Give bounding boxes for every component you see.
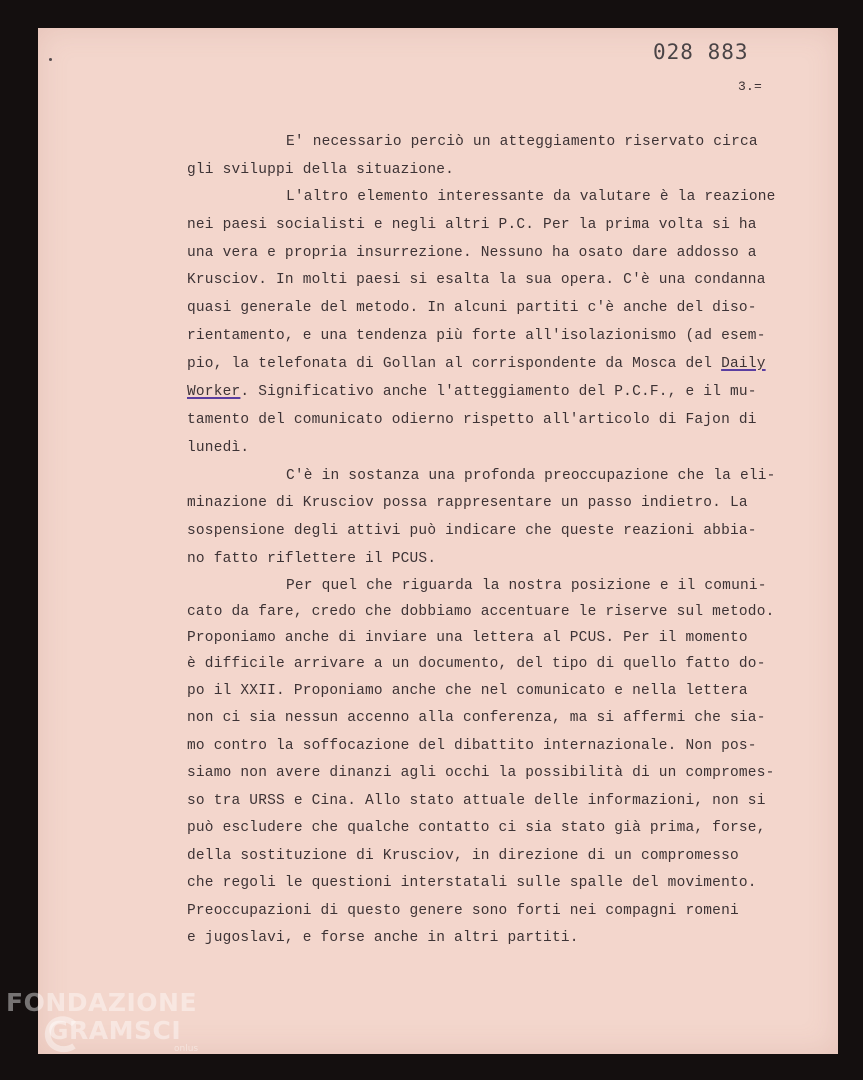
underlined-newspaper-title: Worker bbox=[187, 384, 241, 400]
text-line: gli sviluppi della situazione. bbox=[187, 162, 455, 178]
text-line: so tra URSS e Cina. Allo stato attuale delle informazioni, non si bbox=[187, 793, 766, 809]
text-segment: pio, la telefonata di Gollan al corrispondente da Mosca del bbox=[187, 356, 713, 372]
typewritten-page bbox=[38, 28, 838, 1054]
text-line: nei paesi socialisti e negli altri P.C. Per la prima volta si ha bbox=[187, 217, 757, 233]
watermark-line2: GRAMSCI bbox=[48, 1016, 182, 1045]
text-line: mo contro la soffocazione del dibattito internazionale. Non pos- bbox=[187, 738, 757, 754]
text-line: che regoli le questioni interstatali sulle spalle del movimento. bbox=[187, 875, 757, 891]
watermark-line3: onlus bbox=[174, 1044, 199, 1054]
text-line: non ci sia nessun accenno alla conferenza, ma si affermi che sia- bbox=[187, 710, 766, 726]
text-line: lunedì. bbox=[187, 440, 250, 456]
text-line: siamo non avere dinanzi agli occhi la possibilità di un compromes- bbox=[187, 765, 775, 781]
text-line bbox=[187, 356, 766, 372]
text-line: minazione di Krusciov possa rappresentare un passo indietro. La bbox=[187, 495, 748, 511]
text-line: Per quel che riguarda la nostra posizione e il comuni- bbox=[286, 578, 767, 594]
text-line: Preoccupazioni di questo genere sono forti nei compagni romeni bbox=[187, 903, 739, 919]
text-line bbox=[187, 384, 757, 400]
text-line: sospensione degli attivi può indicare che queste reazioni abbia- bbox=[187, 523, 757, 539]
fondazione-gramsci-watermark bbox=[6, 988, 236, 1068]
underlined-newspaper-title: Daily bbox=[721, 356, 766, 372]
text-line: rientamento, e una tendenza più forte all'isolazionismo (ad esem- bbox=[187, 328, 766, 344]
text-line: una vera e propria insurrezione. Nessuno ha osato dare addosso a bbox=[187, 245, 757, 261]
text-segment: . Significativo anche l'atteggiamento del P.C.F., e il mu- bbox=[240, 384, 757, 400]
text-line: tamento del comunicato odierno rispetto all'articolo di Fajon di bbox=[187, 412, 757, 428]
text-line: E' necessario perciò un atteggiamento riservato circa bbox=[286, 134, 758, 150]
text-line: è difficile arrivare a un documento, del tipo di quello fatto do- bbox=[187, 656, 766, 672]
text-line: quasi generale del metodo. In alcuni partiti c'è anche del diso- bbox=[187, 300, 757, 316]
text-line: e jugoslavi, e forse anche in altri partiti. bbox=[187, 930, 579, 946]
text-line: Proponiamo anche di inviare una lettera al PCUS. Per il momento bbox=[187, 630, 748, 646]
text-line: L'altro elemento interessante da valutare è la reazione bbox=[286, 189, 776, 205]
archive-number: 028 883 bbox=[653, 40, 749, 64]
page-number: 3.= bbox=[738, 79, 763, 94]
text-line: C'è in sostanza una profonda preoccupazione che la eli- bbox=[286, 468, 776, 484]
ink-dot bbox=[49, 58, 52, 61]
text-line: della sostituzione di Krusciov, in direzione di un compromesso bbox=[187, 848, 739, 864]
text-line: cato da fare, credo che dobbiamo accentuare le riserve sul metodo. bbox=[187, 604, 775, 620]
watermark-line1: FONDAZIONE bbox=[6, 988, 198, 1017]
text-line: Krusciov. In molti paesi si esalta la sua opera. C'è una condanna bbox=[187, 272, 766, 288]
text-line: può escludere che qualche contatto ci sia stato già prima, forse, bbox=[187, 820, 766, 836]
text-line: po il XXII. Proponiamo anche che nel comunicato e nella lettera bbox=[187, 683, 748, 699]
text-line: no fatto riflettere il PCUS. bbox=[187, 551, 437, 567]
